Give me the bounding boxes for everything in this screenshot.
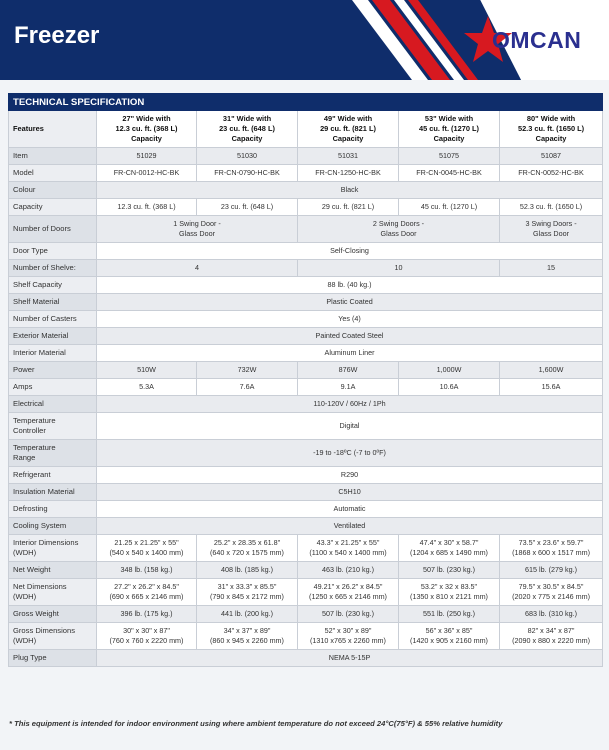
row-label-line: Number of Doors — [13, 223, 71, 233]
table-row — [9, 216, 603, 243]
table-cell — [298, 623, 399, 650]
cell-line: (1310 x765 x 2260 mm) — [310, 636, 386, 645]
table-row — [9, 182, 603, 199]
cell-line: 88 lb. (40 kg.) — [327, 280, 372, 290]
table-row — [9, 484, 603, 501]
table-cell — [97, 216, 298, 243]
table-row — [9, 379, 603, 396]
row-label-line: (WDH) — [13, 592, 37, 601]
row-label — [9, 440, 97, 467]
cell-line: 10 — [394, 263, 403, 273]
table-row — [9, 345, 603, 362]
cell-line: FR-CN-0012-HC-BK — [113, 168, 180, 178]
cell-line: FR-CN-0052-HC-BK — [518, 168, 584, 178]
cell-line: 348 lb. (158 kg.) — [120, 565, 173, 575]
table-cell — [197, 165, 298, 182]
column-header-line: Capacity — [433, 133, 465, 143]
cell-line: Self-Closing — [330, 246, 369, 256]
cell-line: 23 cu. ft. (648 L) — [220, 202, 274, 212]
table-cell — [97, 165, 197, 182]
cell-line: (640 x 720 x 1575 mm) — [210, 548, 284, 557]
row-label-line: Number of Casters — [13, 313, 77, 323]
row-label — [9, 345, 97, 362]
footnote: * This equipment is intended for indoor environment using where ambient temperature do not exceed 24°C(75°F) & 55% relative humidity — [9, 719, 503, 728]
cell-line: C5H10 — [338, 487, 361, 497]
column-header-line: Capacity — [535, 133, 567, 143]
row-label-line: Temperature — [13, 442, 56, 452]
cell-line: Ventilated — [333, 521, 366, 531]
table-cell — [97, 328, 603, 345]
row-label-line: Net Dimensions — [13, 581, 67, 591]
row-label — [9, 260, 97, 277]
table-cell — [97, 562, 197, 579]
cell-line: 507 lb. (230 kg.) — [322, 609, 374, 619]
table-row — [9, 518, 603, 535]
cell-line: 53.2" x 32 x 83.5" — [420, 582, 478, 592]
cell-line: 683 lb. (310 kg.) — [525, 609, 577, 619]
cell-line: (690 x 665 x 2146 mm) — [109, 592, 184, 601]
cell-line: 510W — [137, 365, 156, 375]
row-label — [9, 182, 97, 199]
table-cell — [500, 362, 603, 379]
table-row — [9, 277, 603, 294]
cell-line: NEMA 5-15P — [328, 653, 371, 663]
page-title: Freezer — [14, 22, 100, 49]
table-cell — [97, 243, 603, 260]
column-header-line: 31" Wide with — [222, 114, 272, 124]
table-cell — [399, 379, 500, 396]
table-cell — [298, 535, 399, 562]
row-label — [9, 243, 97, 260]
row-label-line: Refrigerant — [13, 469, 51, 479]
table-cell — [298, 379, 399, 396]
cell-line: (1868 x 600 x 1517 mm) — [512, 548, 590, 557]
row-label-line: (WDH) — [13, 636, 37, 645]
cell-line: 441 lb. (200 kg.) — [221, 609, 273, 619]
cell-line: (2020 x 775 x 2146 mm) — [512, 592, 590, 601]
table-cell — [197, 199, 298, 216]
cell-line: FR-CN-0790-HC-BK — [214, 168, 280, 178]
row-label-line: Shelf Material — [13, 296, 60, 306]
row-label-line: Plug Type — [13, 652, 47, 662]
table-cell — [97, 535, 197, 562]
table-cell — [298, 199, 399, 216]
cell-line: (1420 x 905 x 2160 mm) — [410, 636, 488, 645]
table-cell — [500, 260, 603, 277]
table-cell — [298, 165, 399, 182]
column-header-line: 53" Wide with — [424, 114, 474, 124]
row-label — [9, 518, 97, 535]
column-header — [500, 111, 603, 148]
table-cell — [500, 535, 603, 562]
table-cell — [500, 562, 603, 579]
cell-line: 7.6A — [239, 382, 255, 392]
table-cell — [399, 606, 500, 623]
cell-line: 52.3 cu. ft. (1650 L) — [519, 202, 583, 212]
table-row — [9, 243, 603, 260]
table-cell — [197, 606, 298, 623]
table-cell — [500, 216, 603, 243]
table-cell — [197, 148, 298, 165]
table-cell — [97, 260, 298, 277]
table-cell — [97, 277, 603, 294]
table-cell — [298, 216, 500, 243]
table-row — [9, 413, 603, 440]
row-label-line: Insulation Material — [13, 486, 75, 496]
table-cell — [97, 518, 603, 535]
row-label — [9, 165, 97, 182]
cell-line: 51087 — [541, 151, 562, 161]
table-row — [9, 501, 603, 518]
table-cell — [298, 562, 399, 579]
column-header — [298, 111, 399, 148]
table-cell — [97, 413, 603, 440]
table-row — [9, 165, 603, 182]
table-row — [9, 440, 603, 467]
cell-line: (1250 x 665 x 2146 mm) — [309, 592, 387, 601]
cell-line: Black — [340, 185, 359, 195]
cell-line: 51030 — [237, 151, 257, 161]
table-cell — [399, 562, 500, 579]
table-row — [9, 467, 603, 484]
row-label-line: Electrical — [13, 398, 44, 408]
cell-line: FR-CN-1250-HC-BK — [315, 168, 381, 178]
row-label — [9, 216, 97, 243]
row-label — [9, 294, 97, 311]
row-label — [9, 277, 97, 294]
row-label-line: Number of Shelve: — [13, 262, 76, 272]
column-header-line: 80" Wide with — [526, 114, 576, 124]
row-label — [9, 562, 97, 579]
table-cell — [97, 484, 603, 501]
cell-line: 82" x 34" x 87" — [527, 626, 575, 636]
table-row — [9, 396, 603, 413]
cell-line: 10.6A — [439, 382, 459, 392]
row-label — [9, 606, 97, 623]
row-label — [9, 579, 97, 606]
row-label-line: Gross Dimensions — [13, 625, 76, 635]
row-label — [9, 467, 97, 484]
table-cell — [197, 579, 298, 606]
cell-line: (760 x 760 x 2220 mm) — [109, 636, 184, 645]
row-label-line: Door Type — [13, 245, 48, 255]
cell-line: Glass Door — [533, 229, 569, 238]
cell-line: (1100 x 540 x 1400 mm) — [309, 548, 387, 557]
cell-line: 551 lb. (250 kg.) — [423, 609, 475, 619]
table-cell — [197, 362, 298, 379]
cell-line: 5.3A — [139, 382, 154, 392]
cell-line: (2090 x 880 x 2220 mm) — [512, 636, 590, 645]
cell-line: 27.2" x 26.2" x 84.5" — [114, 582, 179, 592]
row-label-line: Net Weight — [13, 564, 51, 574]
cell-line: 876W — [338, 365, 358, 375]
table-cell — [97, 467, 603, 484]
table-cell — [97, 440, 603, 467]
spec-table — [8, 93, 603, 667]
row-label-line: Amps — [13, 381, 33, 391]
cell-line: 1,600W — [538, 365, 564, 375]
table-cell — [298, 606, 399, 623]
cell-line: -19 to -18ºC (-7 to 0ºF) — [313, 448, 386, 458]
row-label — [9, 311, 97, 328]
table-cell — [298, 148, 399, 165]
row-label-line: Defrosting — [13, 503, 48, 513]
table-cell — [500, 199, 603, 216]
table-row — [9, 328, 603, 345]
table-cell — [500, 379, 603, 396]
table-cell — [97, 650, 603, 667]
cell-line: FR-CN-0045-HC-BK — [416, 168, 482, 178]
row-label — [9, 623, 97, 650]
table-cell — [197, 379, 298, 396]
table-cell — [399, 148, 500, 165]
table-cell — [97, 579, 197, 606]
table-cell — [399, 623, 500, 650]
table-row — [9, 623, 603, 650]
row-label — [9, 484, 97, 501]
row-label — [9, 650, 97, 667]
column-header-line: 23 cu. ft. (648 L) — [219, 124, 275, 133]
table-row — [9, 111, 603, 148]
column-header-line: Capacity — [332, 133, 364, 143]
table-cell — [97, 362, 197, 379]
table-row — [9, 535, 603, 562]
column-header-line: 45 cu. ft. (1270 L) — [419, 124, 479, 133]
row-label-line: Shelf Capacity — [13, 279, 62, 289]
table-row — [9, 260, 603, 277]
table-cell — [197, 623, 298, 650]
table-cell — [298, 362, 399, 379]
row-label-line: Temperature — [13, 415, 56, 425]
cell-line: Plastic Coated — [326, 297, 373, 307]
table-cell — [197, 562, 298, 579]
cell-line: 56" x 36" x 85" — [425, 626, 473, 636]
table-caption: TECHNICAL SPECIFICATION — [9, 94, 603, 111]
cell-line: 3 Swing Doors - — [525, 219, 577, 229]
cell-line: 79.5" x 30.5" x 84.5" — [518, 582, 584, 592]
table-cell — [97, 294, 603, 311]
table-cell — [97, 199, 197, 216]
table-cell — [298, 260, 500, 277]
column-header-line: 52.3 cu. ft. (1650 L) — [517, 124, 585, 133]
cell-line: 30" x 30" x 87" — [123, 626, 170, 636]
table-cell — [97, 379, 197, 396]
cell-line: 615 lb. (279 kg.) — [525, 565, 577, 575]
row-label — [9, 328, 97, 345]
table-cell — [500, 148, 603, 165]
row-label-line: Model — [13, 167, 34, 177]
table-row — [9, 650, 603, 667]
table-cell — [97, 311, 603, 328]
column-header — [399, 111, 500, 148]
row-label-line: Item — [13, 150, 28, 160]
cell-line: 463 lb. (210 kg.) — [322, 565, 374, 575]
row-label-line: Exterior Material — [13, 330, 69, 340]
table-cell — [97, 396, 603, 413]
cell-line: Yes (4) — [338, 314, 361, 324]
column-header-line: Capacity — [231, 133, 263, 143]
table-cell — [500, 606, 603, 623]
table-cell — [97, 606, 197, 623]
row-label — [9, 413, 97, 440]
cell-line: 9.1A — [340, 382, 356, 392]
cell-line: 29 cu. ft. (821 L) — [321, 202, 375, 212]
row-label — [9, 111, 97, 148]
table-row — [9, 562, 603, 579]
cell-line: Automatic — [333, 504, 366, 514]
cell-line: 1 Swing Door - — [173, 219, 221, 229]
table-cell — [399, 362, 500, 379]
cell-line: Aluminum Liner — [324, 348, 375, 358]
cell-line: 408 lb. (185 kg.) — [221, 565, 273, 575]
cell-line: 51075 — [439, 151, 459, 161]
cell-line: 2 Swing Doors - — [372, 219, 425, 229]
cell-line: 73.5" x 23.6" x 59.7" — [518, 538, 584, 548]
table-row — [9, 311, 603, 328]
table-cell — [97, 345, 603, 362]
table-row — [9, 199, 603, 216]
cell-line: 43.3" x 21.25" x 55" — [316, 538, 380, 548]
cell-line: 4 — [195, 263, 199, 273]
cell-line: 51031 — [338, 151, 358, 161]
table-row — [9, 606, 603, 623]
cell-line: Digital — [339, 421, 360, 431]
table-row — [9, 148, 603, 165]
table-cell — [97, 501, 603, 518]
cell-line: 45 cu. ft. (1270 L) — [420, 202, 478, 212]
row-label-line: Power — [13, 364, 35, 374]
cell-line: R290 — [340, 470, 359, 480]
row-label-line: Interior Dimensions — [13, 537, 79, 547]
page-header — [0, 0, 609, 80]
cell-line: 507 lb. (230 kg.) — [423, 565, 475, 575]
table-cell — [97, 623, 197, 650]
cell-line: 49.21" x 26.2" x 84.5" — [313, 582, 383, 592]
cell-line: 12.3 cu. ft. (368 L) — [117, 202, 176, 212]
row-label-line: Range — [13, 453, 36, 462]
row-label — [9, 148, 97, 165]
table-cell — [500, 623, 603, 650]
cell-line: Glass Door — [380, 229, 417, 238]
column-header-line: Capacity — [131, 133, 162, 143]
column-header-line: 49" Wide with — [323, 114, 373, 124]
cell-line: 110-120V / 60Hz / 1Ph — [313, 399, 386, 409]
row-label — [9, 362, 97, 379]
cell-line: 15.6A — [541, 382, 561, 392]
table-cell — [399, 579, 500, 606]
table-cell — [399, 165, 500, 182]
column-header-line: 29 cu. ft. (821 L) — [320, 124, 376, 133]
cell-line: (860 x 945 x 2260 mm) — [210, 636, 284, 645]
column-header-line: 27" Wide with — [122, 114, 171, 124]
cell-line: (1350 x 810 x 2121 mm) — [410, 592, 488, 601]
row-label-line: Features — [13, 124, 44, 133]
column-header-line: 12.3 cu. ft. (368 L) — [115, 124, 178, 133]
cell-line: 25.2" x 28.35 x 61.8" — [213, 538, 281, 548]
table-cell — [97, 148, 197, 165]
row-label-line: Colour — [13, 184, 36, 194]
table-row — [9, 294, 603, 311]
cell-line: 51029 — [136, 151, 157, 161]
table-row — [9, 362, 603, 379]
row-label — [9, 199, 97, 216]
cell-line: 15 — [547, 263, 556, 273]
table-cell — [399, 199, 500, 216]
table-cell — [298, 579, 399, 606]
brand-logo-text: OMCAN — [492, 27, 582, 53]
cell-line: 52" x 30" x 89" — [324, 626, 372, 636]
cell-line: 47.4" x 30" x 58.7" — [419, 538, 479, 548]
row-label-line: Controller — [13, 426, 46, 435]
cell-line: Glass Door — [179, 229, 215, 238]
table-cell — [197, 535, 298, 562]
table-cell — [97, 182, 603, 199]
cell-line: 396 lb. (175 kg.) — [120, 609, 173, 619]
row-label — [9, 379, 97, 396]
cell-line: (1204 x 685 x 1490 mm) — [410, 548, 488, 557]
row-label — [9, 535, 97, 562]
row-label-line: Gross Weight — [13, 608, 59, 618]
cell-line: 31" x 33.3" x 85.5" — [217, 582, 277, 592]
row-label-line: (WDH) — [13, 548, 37, 557]
cell-line: 21.25 x 21.25" x 55" — [114, 538, 179, 548]
cell-line: 732W — [237, 365, 257, 375]
row-label-line: Cooling System — [13, 520, 67, 530]
table-cell — [399, 535, 500, 562]
cell-line: (790 x 845 x 2172 mm) — [210, 592, 284, 601]
row-label-line: Capacity — [13, 201, 43, 211]
row-label — [9, 396, 97, 413]
table-cell — [500, 165, 603, 182]
cell-line: 1,000W — [436, 365, 462, 375]
cell-line: (540 x 540 x 1400 mm) — [109, 548, 184, 557]
table-row — [9, 579, 603, 606]
row-label-line: Interior Material — [13, 347, 66, 357]
cell-line: 34" x 37" x 89" — [223, 626, 271, 636]
column-header — [197, 111, 298, 148]
cell-line: Painted Coated Steel — [315, 331, 384, 341]
table-cell — [500, 579, 603, 606]
column-header — [97, 111, 197, 148]
row-label — [9, 501, 97, 518]
